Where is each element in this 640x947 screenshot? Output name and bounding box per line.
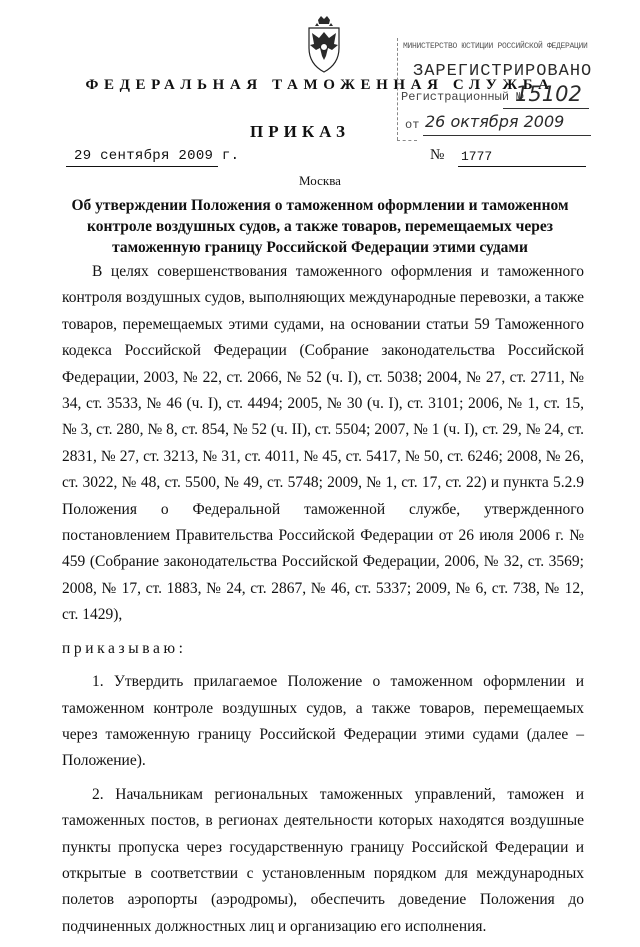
stamp-ministry: МИНИСТЕРСТВО ЮСТИЦИИ РОССИЙСКОЙ ФЕДЕРАЦИИ bbox=[403, 42, 588, 51]
order-number-prefix: № bbox=[430, 147, 445, 163]
stamp-date-label: от bbox=[405, 118, 420, 132]
stamp-frame bbox=[397, 38, 398, 140]
stamp-frame-corner bbox=[397, 140, 417, 141]
stamp-underline bbox=[503, 108, 589, 109]
order-date-underline bbox=[66, 166, 218, 167]
order-number: 1777 bbox=[461, 149, 493, 164]
order-date: 29 сентября 2009 г. bbox=[74, 148, 240, 164]
stamp-underline bbox=[423, 135, 591, 136]
coat-of-arms-icon bbox=[301, 14, 347, 74]
stamp-registered: ЗАРЕГИСТРИРОВАНО bbox=[413, 62, 593, 81]
city: Москва bbox=[299, 173, 341, 188]
order-title: ПРИКАЗ bbox=[250, 122, 350, 141]
order-item-2: 2. Начальникам региональных таможенных управлений, таможен и таможенных постов, в регионах деятельности которых находятся воздушные пункты пропуска через государственную границу Российской Федерации и открытые в соответствии с установленным порядком для международных полетов аэропорты (аэродромы), обеспечить доведение Положения до подчиненных должностных лиц и организацию его исполнения. bbox=[62, 785, 584, 935]
preamble-paragraph: В целях совершенствования таможенного оформления и таможенного контроля воздушных судов, выполняющих международные перевозки, а также товаров, перемещаемых этими судами, на основании статьи 59 Таможенного кодекса Российской Федерации (Собрание законодательства Российской Федерации, 2003, № 22, ст. 2066, № 52 (ч. I), ст. 5038; 2004, № 27, ст. 2711, № 34, ст. 3533, № 46 (ч. I), ст. 4494; 2005, № 30 (ч. I), ст. 3101; 2006, № 1, ст. 15, № 3, ст. 280, № 8, ст. 854, № 52 (ч. II), ст. 5504; 2007, № 1 (ч. I), ст. 29, № 24, ст. 2831, № 27, ст. 3213, № 31, ст. 4011, № 45, ст. 5417, № 50, ст. 6246; 2008, № 26, ст. 3022, № 48, ст. 5500, № 49, ст. 5748; 2009, № 1, ст. 17, ст. 22) и пункта 5.2.9 Положения о Федеральной таможенной службе, утвержденного постановлением Правительства Российской Федерации от 26 июля 2006 г. № 459 (Собрание законодательства Российской Федерации, 2006, № 32, ст. 3569; 2008, № 17, ст. 1883, № 24, ст. 2867, № 46, ст. 5337; 2009, № 6, ст. 738, № 12, ст. 1429), bbox=[62, 263, 584, 624]
stamp-reg-date: 26 октября 2009 bbox=[425, 112, 565, 131]
document-title: Об утверждении Положения о таможенном оформлении и таможенном контроле воздушных судов, а также товаров, перемещаемых через таможенную границу Российской Федерации этими судами bbox=[71, 197, 569, 256]
stamp-reg-label: Регистрационный № bbox=[401, 90, 524, 104]
registration-stamp bbox=[397, 34, 601, 144]
order-word: приказываю: bbox=[62, 639, 187, 657]
order-number-underline bbox=[458, 166, 586, 167]
order-word-paragraph bbox=[62, 636, 584, 662]
stamp-reg-number: 15102 bbox=[515, 82, 582, 106]
order-item-1: 1. Утвердить прилагаемое Положение о таможенном оформлении и таможенном контроле воздушных судов, а также товаров, перемещаемых через таможенную границу Российской Федерации этими судами (далее – Положение). bbox=[62, 673, 584, 770]
document-body bbox=[62, 259, 584, 947]
agency-name: ФЕДЕРАЛЬНАЯ ТАМОЖЕННАЯ СЛУЖБА bbox=[85, 77, 555, 93]
